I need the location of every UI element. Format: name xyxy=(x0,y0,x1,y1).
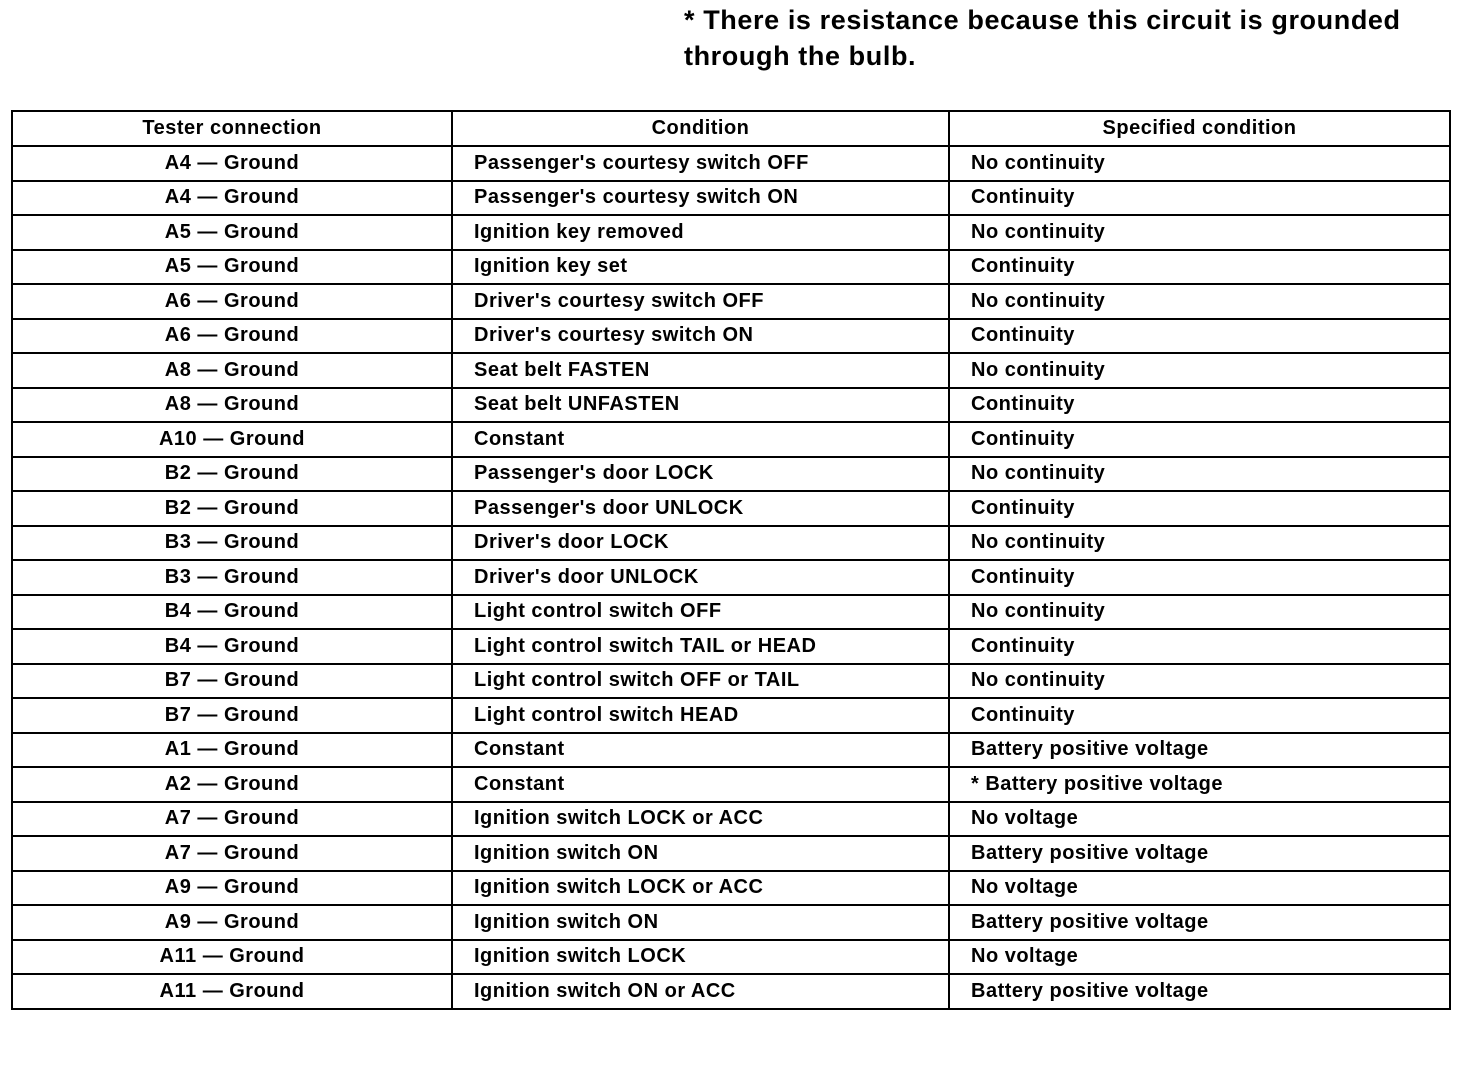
cell-tester-connection: A4 — Ground xyxy=(12,146,452,181)
cell-condition: Constant xyxy=(452,733,949,768)
cell-tester-connection: A1 — Ground xyxy=(12,733,452,768)
cell-specified-condition: No continuity xyxy=(949,284,1450,319)
cell-specified-condition: No voltage xyxy=(949,940,1450,975)
cell-tester-connection: A11 — Ground xyxy=(12,940,452,975)
cell-tester-connection: A5 — Ground xyxy=(12,215,452,250)
footnote-line-1: * There is resistance because this circuit is grounded xyxy=(684,5,1401,35)
header-specified-condition: Specified condition xyxy=(949,111,1450,146)
table-row xyxy=(12,560,1450,595)
cell-specified-condition: Battery positive voltage xyxy=(949,974,1450,1009)
cell-condition: Ignition switch LOCK xyxy=(452,940,949,975)
cell-specified-condition: No continuity xyxy=(949,664,1450,699)
cell-condition: Driver's courtesy switch OFF xyxy=(452,284,949,319)
cell-condition: Constant xyxy=(452,422,949,457)
cell-specified-condition: Continuity xyxy=(949,250,1450,285)
cell-condition: Driver's door LOCK xyxy=(452,526,949,561)
cell-specified-condition: No voltage xyxy=(949,802,1450,837)
footnote-line-2: through the bulb. xyxy=(684,41,917,71)
cell-specified-condition: No continuity xyxy=(949,457,1450,492)
table-row xyxy=(12,733,1450,768)
table-row xyxy=(12,802,1450,837)
cell-specified-condition: No continuity xyxy=(949,526,1450,561)
cell-condition: Ignition key removed xyxy=(452,215,949,250)
table-row xyxy=(12,457,1450,492)
table-row xyxy=(12,353,1450,388)
cell-condition: Ignition switch LOCK or ACC xyxy=(452,802,949,837)
header-condition: Condition xyxy=(452,111,949,146)
cell-condition: Ignition switch LOCK or ACC xyxy=(452,871,949,906)
cell-condition: Ignition switch ON or ACC xyxy=(452,974,949,1009)
cell-condition: Light control switch HEAD xyxy=(452,698,949,733)
cell-tester-connection: A7 — Ground xyxy=(12,836,452,871)
table-row xyxy=(12,526,1450,561)
cell-specified-condition: Battery positive voltage xyxy=(949,836,1450,871)
cell-specified-condition: Continuity xyxy=(949,698,1450,733)
cell-specified-condition: Continuity xyxy=(949,319,1450,354)
cell-condition: Light control switch OFF or TAIL xyxy=(452,664,949,699)
table-row xyxy=(12,284,1450,319)
cell-tester-connection: A4 — Ground xyxy=(12,181,452,216)
cell-tester-connection: B3 — Ground xyxy=(12,560,452,595)
cell-tester-connection: B2 — Ground xyxy=(12,491,452,526)
cell-condition: Light control switch OFF xyxy=(452,595,949,630)
header-tester-connection: Tester connection xyxy=(12,111,452,146)
cell-condition: Passenger's courtesy switch OFF xyxy=(452,146,949,181)
table-row xyxy=(12,215,1450,250)
cell-condition: Light control switch TAIL or HEAD xyxy=(452,629,949,664)
table-body xyxy=(12,146,1450,1009)
cell-specified-condition: Continuity xyxy=(949,629,1450,664)
cell-condition: Ignition switch ON xyxy=(452,905,949,940)
cell-condition: Seat belt FASTEN xyxy=(452,353,949,388)
table-row xyxy=(12,940,1450,975)
continuity-spec-table xyxy=(11,110,1451,1010)
cell-specified-condition: Continuity xyxy=(949,181,1450,216)
table-row xyxy=(12,250,1450,285)
cell-condition: Seat belt UNFASTEN xyxy=(452,388,949,423)
cell-tester-connection: A9 — Ground xyxy=(12,905,452,940)
table-row xyxy=(12,629,1450,664)
cell-specified-condition: Continuity xyxy=(949,422,1450,457)
cell-tester-connection: A6 — Ground xyxy=(12,284,452,319)
cell-specified-condition: Continuity xyxy=(949,560,1450,595)
table-row xyxy=(12,974,1450,1009)
cell-specified-condition: No continuity xyxy=(949,146,1450,181)
cell-condition: Passenger's courtesy switch ON xyxy=(452,181,949,216)
cell-tester-connection: B7 — Ground xyxy=(12,698,452,733)
cell-condition: Ignition switch ON xyxy=(452,836,949,871)
cell-condition: Driver's door UNLOCK xyxy=(452,560,949,595)
cell-condition: Driver's courtesy switch ON xyxy=(452,319,949,354)
footnote xyxy=(684,2,1464,74)
table-row xyxy=(12,595,1450,630)
cell-tester-connection: A11 — Ground xyxy=(12,974,452,1009)
cell-specified-condition: Continuity xyxy=(949,491,1450,526)
cell-tester-connection: B2 — Ground xyxy=(12,457,452,492)
cell-tester-connection: A6 — Ground xyxy=(12,319,452,354)
table-row xyxy=(12,422,1450,457)
cell-specified-condition: Battery positive voltage xyxy=(949,733,1450,768)
cell-specified-condition: Continuity xyxy=(949,388,1450,423)
table-row xyxy=(12,767,1450,802)
table-row xyxy=(12,905,1450,940)
cell-tester-connection: A2 — Ground xyxy=(12,767,452,802)
cell-specified-condition: Battery positive voltage xyxy=(949,905,1450,940)
cell-tester-connection: A8 — Ground xyxy=(12,353,452,388)
table-row xyxy=(12,871,1450,906)
cell-specified-condition: * Battery positive voltage xyxy=(949,767,1450,802)
table-row xyxy=(12,388,1450,423)
table-row xyxy=(12,836,1450,871)
cell-tester-connection: B4 — Ground xyxy=(12,595,452,630)
cell-condition: Passenger's door UNLOCK xyxy=(452,491,949,526)
cell-tester-connection: B3 — Ground xyxy=(12,526,452,561)
cell-specified-condition: No continuity xyxy=(949,215,1450,250)
table-row xyxy=(12,698,1450,733)
cell-tester-connection: A10 — Ground xyxy=(12,422,452,457)
table-header-row xyxy=(12,111,1450,146)
cell-tester-connection: B7 — Ground xyxy=(12,664,452,699)
cell-tester-connection: A5 — Ground xyxy=(12,250,452,285)
cell-specified-condition: No continuity xyxy=(949,353,1450,388)
cell-specified-condition: No voltage xyxy=(949,871,1450,906)
table-row xyxy=(12,491,1450,526)
cell-tester-connection: B4 — Ground xyxy=(12,629,452,664)
cell-specified-condition: No continuity xyxy=(949,595,1450,630)
cell-condition: Constant xyxy=(452,767,949,802)
cell-condition: Ignition key set xyxy=(452,250,949,285)
cell-tester-connection: A9 — Ground xyxy=(12,871,452,906)
table-row xyxy=(12,319,1450,354)
table-row xyxy=(12,181,1450,216)
cell-tester-connection: A7 — Ground xyxy=(12,802,452,837)
table-row xyxy=(12,146,1450,181)
cell-condition: Passenger's door LOCK xyxy=(452,457,949,492)
cell-tester-connection: A8 — Ground xyxy=(12,388,452,423)
table-row xyxy=(12,664,1450,699)
